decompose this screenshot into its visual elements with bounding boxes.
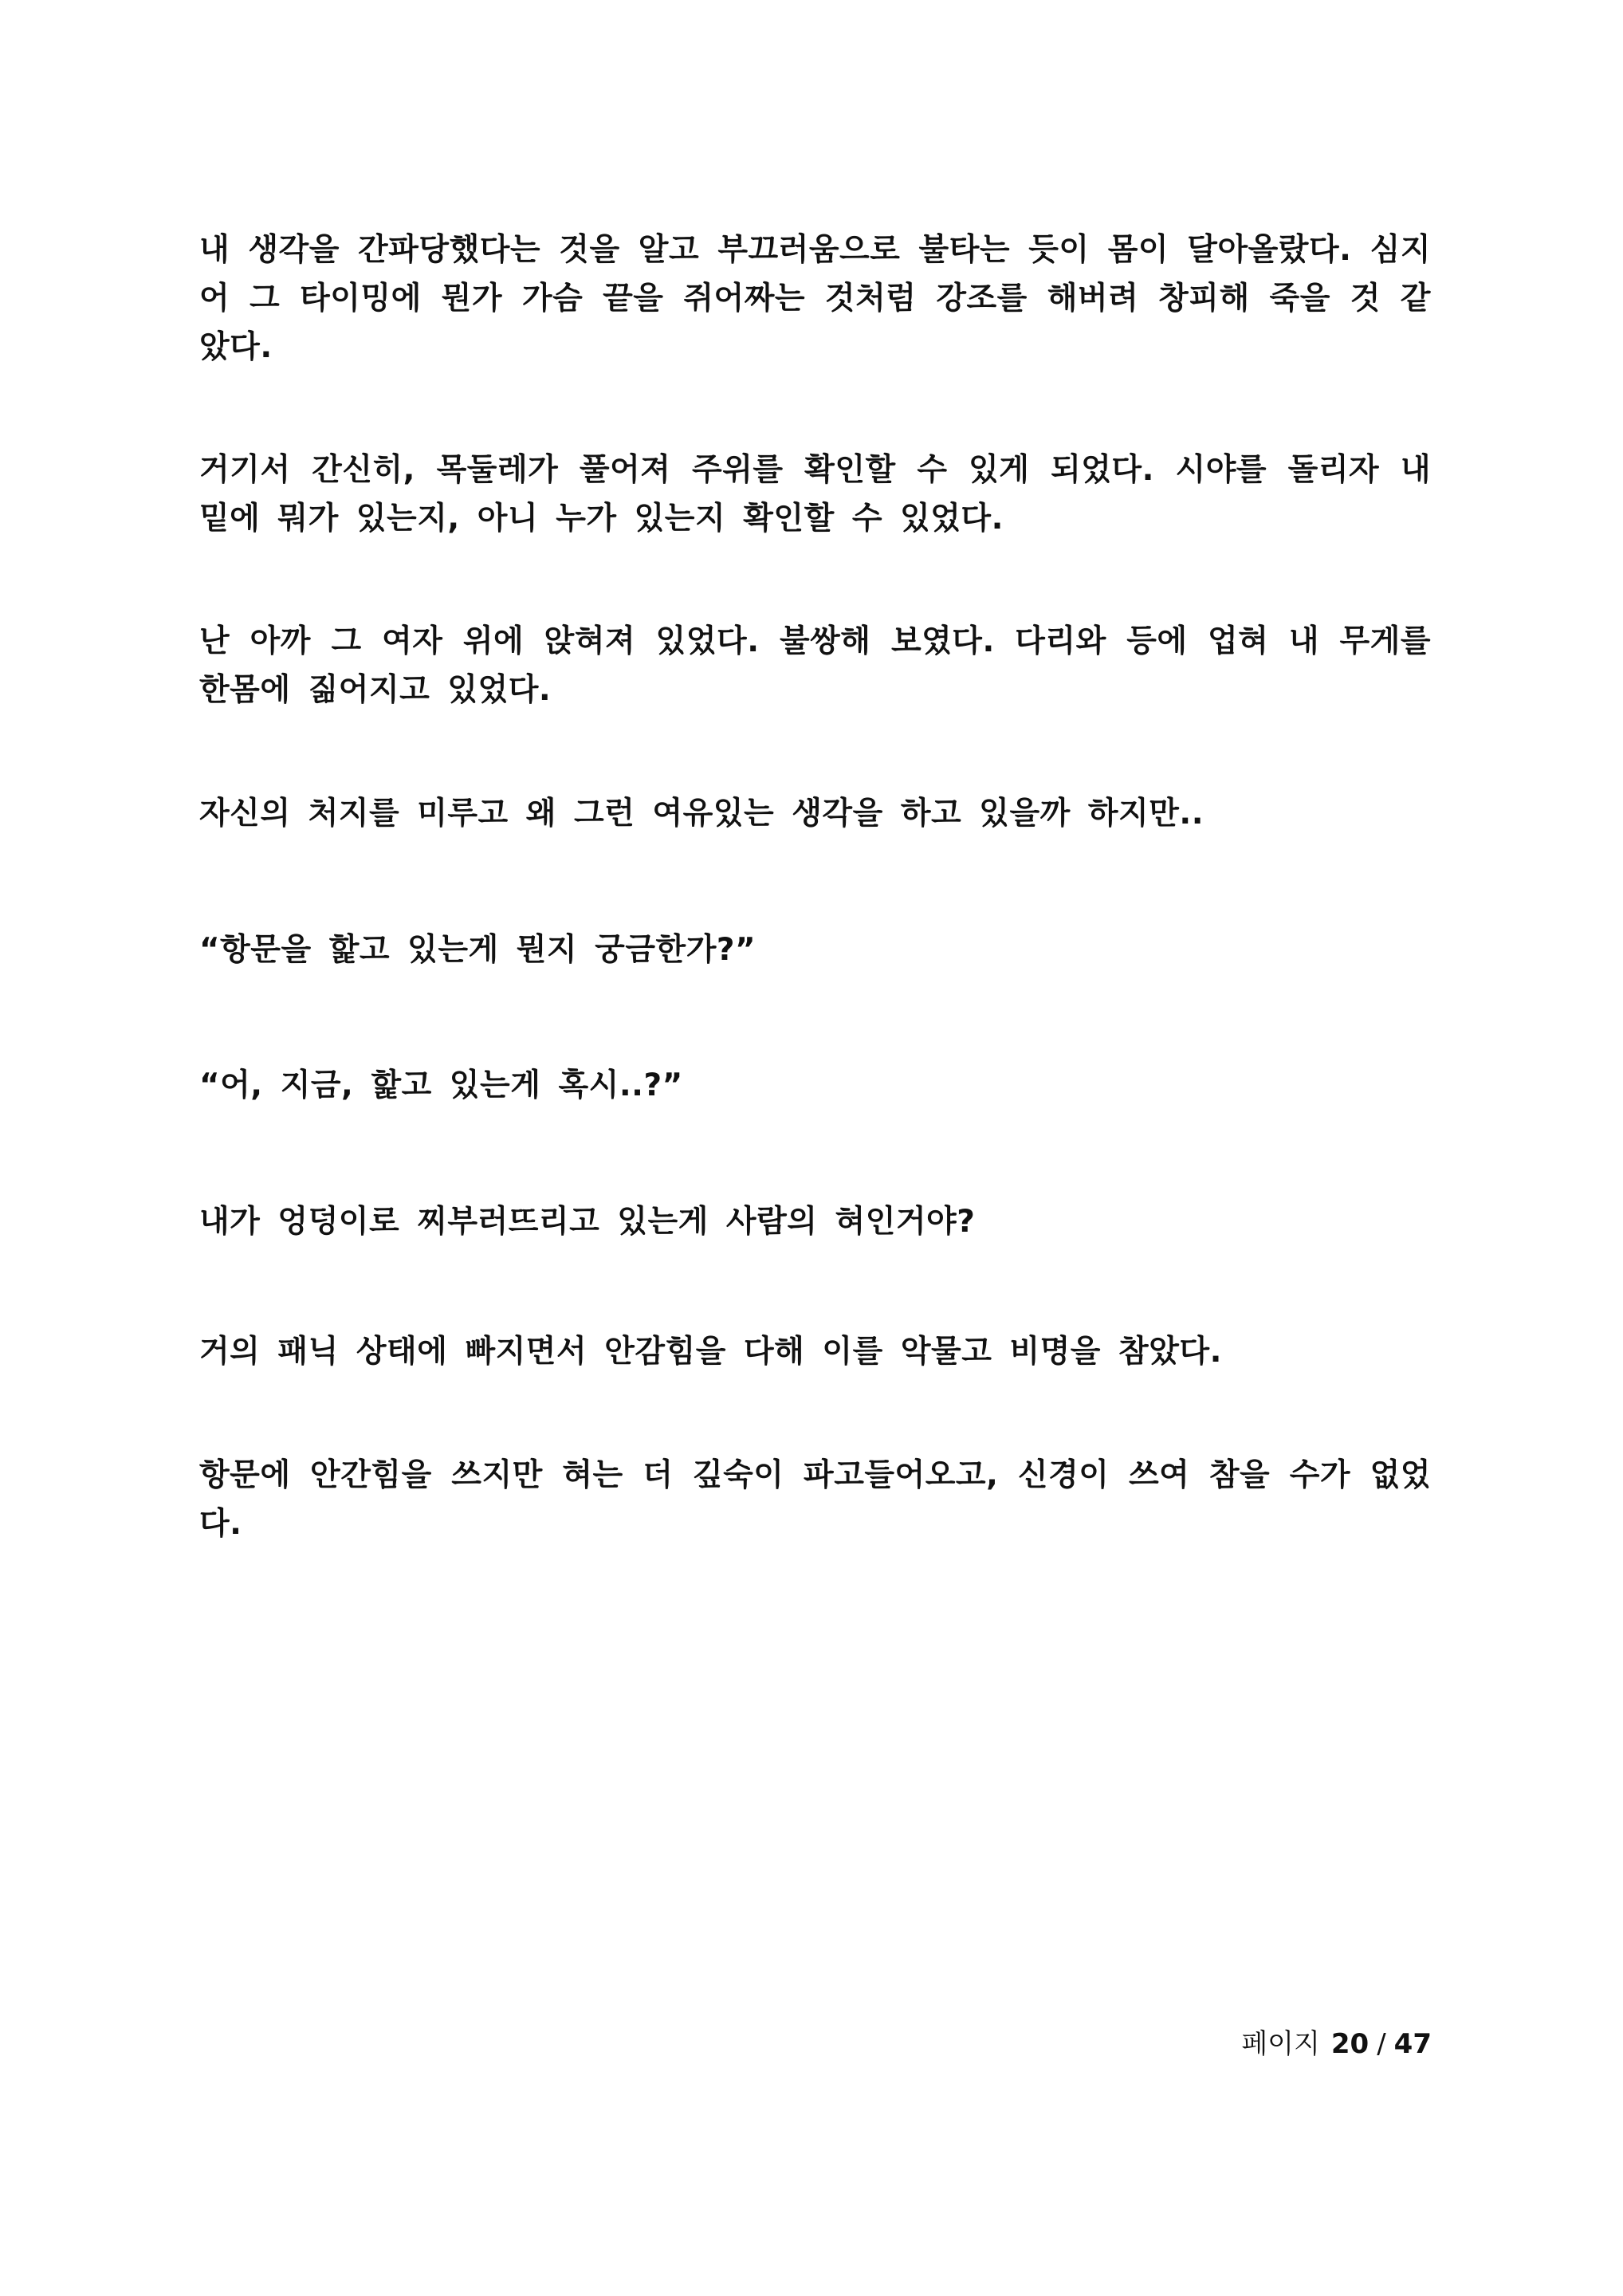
paragraph: 난 아까 그 여자 위에 앉혀져 있었다. 불쌍해 보였다. 다리와 등에 업혀 내 무게를 한몸에 짊어지고 있었다. [199, 623, 1431, 708]
total-pages-number: 47 [1393, 2028, 1432, 2060]
paragraph: 항문에 안간힘을 쓰지만 혀는 더 깊숙이 파고들어오고, 신경이 쓰여 참을 수가 없었다. [199, 1457, 1431, 1542]
paragraph: 자신의 처지를 미루고 왜 그런 여유있는 생각을 하고 있을까 하지만.. [199, 796, 1204, 832]
current-page-number: 20 [1330, 2028, 1370, 2060]
paragraph: 내 생각을 간파당했다는 것을 알고 부끄러움으로 불타는 듯이 몸이 달아올랐다. 심지어 그 타이밍에 뭔가 가슴 끝을 쥐어짜는 것처럼 강조를 해버려 창피해 죽을 것 같았다. [199, 232, 1431, 365]
paragraph: 거기서 간신히, 목둘레가 풀어져 주위를 확인할 수 있게 되었다. 시야를 돌리자 내 밑에 뭐가 있는지, 아니 누가 있는지 확인할 수 있었다. [199, 452, 1431, 537]
page-label: 페이지 [1241, 2028, 1320, 2060]
paragraph: 내가 엉덩이로 찌부러뜨리고 있는게 사람의 혀인거야? [199, 1204, 976, 1240]
paragraph: 거의 패닉 상태에 빠지면서 안감힘을 다해 이를 악물고 비명을 참았다. [199, 1334, 1222, 1370]
page-number-footer [1241, 2027, 1432, 2062]
dialogue-line: “항문을 핥고 있는게 뭔지 궁금한가?” [199, 932, 756, 968]
page-separator: / [1377, 2028, 1386, 2060]
dialogue-line: “어, 지금, 핥고 있는게 혹시..?” [199, 1067, 683, 1103]
